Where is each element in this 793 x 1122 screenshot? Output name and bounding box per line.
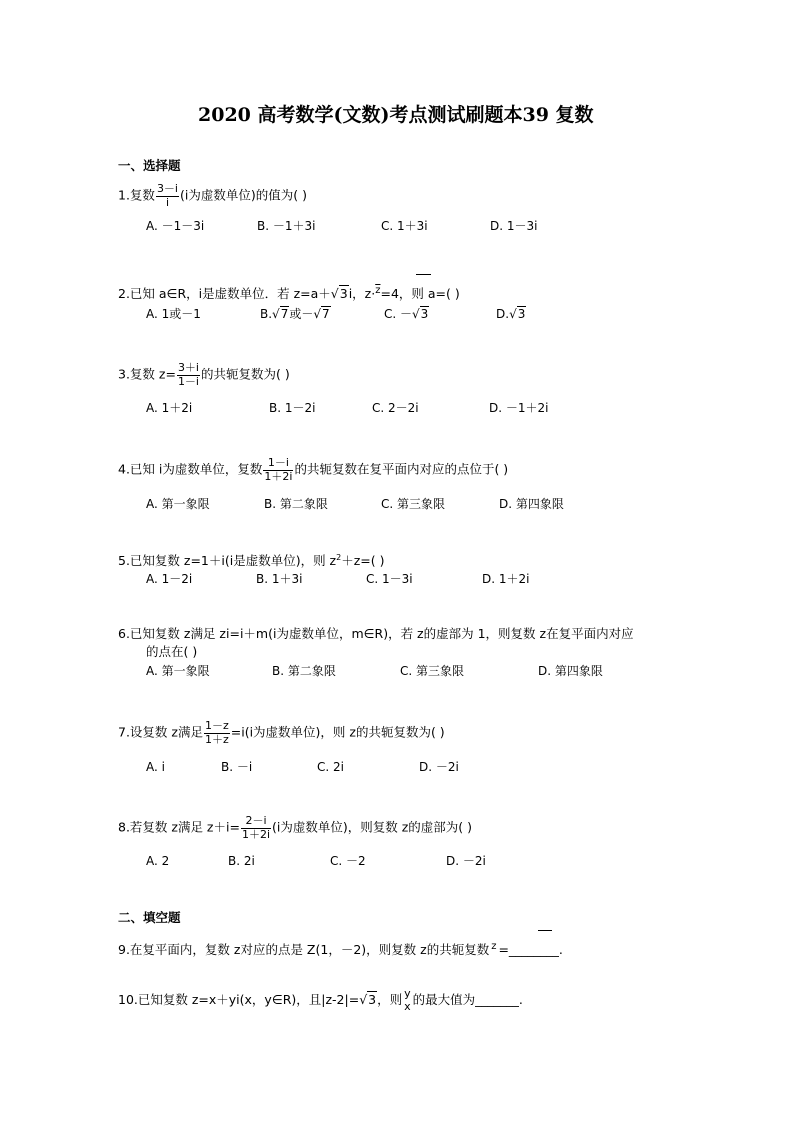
q1-fraction [156,183,179,209]
section-heading-choice: 一、选择题 [118,158,181,173]
q1-denominator: i [165,195,169,209]
sqrt-symbol: √ [313,307,322,321]
question-6-line-1: 6.已知复数 z满足 zi=i＋m(i为虚数单位，m∈R)，若 z的虚部为 1，则复数 z在复平面内对应 [118,626,634,641]
q4-suffix: 的共轭复数在复平面内对应的点位于( ) [294,461,509,477]
q5-option-a: A. 1－2i [146,572,193,586]
q2-radicand: 3 [339,286,348,301]
q9-conjugate-bar [538,930,552,931]
q2-option-d-label: D. [496,307,510,321]
q2-option-b [260,308,331,320]
q1-option-b: B. －1＋3i [257,219,316,233]
q1-prefix: 1.复数 [118,187,155,203]
q1-option-a: A. －1－3i [146,219,205,233]
question-8 [118,815,472,841]
q6-option-d: D. 第四象限 [538,664,603,678]
q3-fraction [177,362,200,388]
question-10 [118,988,523,1013]
q4-option-c: C. 第三象限 [381,497,446,511]
question-3 [118,362,290,388]
q3-numerator: 3＋i [177,361,199,374]
q2-option-c-radicand: 3 [420,307,429,321]
q2-option-b-or: 或－ [289,307,314,321]
q9-suffix: =________. [498,942,563,957]
q7-option-a: A. i [146,760,165,774]
q3-option-d: D. －1＋2i [489,401,549,415]
q9-conjugate-z: z [491,941,497,952]
q3-suffix: 的共轭复数为( ) [201,366,290,382]
q4-numerator: 1－i [263,457,293,471]
q10-denominator: x [404,999,411,1013]
q6-option-a: A. 第一象限 [146,664,210,678]
q3-option-b: B. 1－2i [269,401,316,415]
q3-prefix: 3.复数 z= [118,366,176,382]
q2-conjugate-bar [416,274,431,275]
q4-option-b: B. 第二象限 [264,497,328,511]
q4-option-d: D. 第四象限 [499,497,564,511]
q9-prefix: 9.在复平面内，复数 z对应的点是 Z(1，－2)，则复数 z的共轭复数 [118,942,490,957]
q4-option-a: A. 第一象限 [146,497,210,511]
q2-middle: i，z· [348,286,376,301]
question-6-line-2: 的点在( ) [146,644,198,659]
q7-denominator: 1＋z [204,732,229,746]
question-5 [118,554,384,568]
page-title: 2020 高考数学(文数)考点测试刷题本39 复数 [198,104,594,126]
q5-option-d: D. 1＋2i [482,572,530,586]
q2-option-b-radicand-2: 7 [322,307,330,321]
q2-prefix: 2.已知 a∈R，i是虚数单位．若 z=a＋ [118,286,331,301]
question-4 [118,457,508,483]
sqrt-symbol: √ [330,286,339,301]
q4-fraction [263,457,293,483]
q2-option-c-label: C. － [384,307,413,321]
q3-option-c: C. 2－2i [372,401,419,415]
q8-fraction [241,815,271,841]
sqrt-symbol: √ [359,992,368,1008]
q1-option-c: C. 1＋3i [381,219,428,233]
q5-prefix: 5.已知复数 z=1＋i(i是虚数单位)，则 z [118,553,337,569]
q4-denominator: 1＋2i [264,469,293,483]
q8-denominator: 1＋2i [241,827,271,841]
q2-option-d-radicand: 3 [517,307,526,321]
q2-conjugate-z: z [375,285,381,296]
q6-option-b: B. 第二象限 [272,664,336,678]
q2-option-c [384,308,429,320]
q5-option-c: C. 1－3i [366,572,413,586]
q10-prefix: 10.已知复数 z=x＋yi(x，y∈R)，且|z-2|= [118,992,360,1008]
q5-superscript: 2 [336,553,342,562]
q3-option-a: A. 1＋2i [146,401,193,415]
sqrt-symbol: √ [272,307,280,321]
q7-option-b: B. －i [221,760,253,774]
q10-numerator: y [404,987,411,1000]
q2-option-d [496,308,526,320]
q1-option-d: D. 1－3i [490,219,538,233]
question-9 [118,941,563,957]
q10-suffix: 的最大值为_______. [412,992,523,1008]
q5-suffix: ＋z=( ) [341,553,385,569]
q8-prefix: 8.若复数 z满足 z＋i= [118,819,240,835]
q2-option-b-label: B. [260,307,273,321]
q7-numerator: 1－z [204,719,229,732]
q8-option-d: D. －2i [446,854,486,868]
q8-option-a: A. 2 [146,854,170,868]
q1-suffix: (i为虚数单位)的值为( ) [180,187,307,203]
sqrt-symbol: √ [412,307,420,321]
q10-middle: ，则 [377,992,403,1008]
q8-option-b: B. 2i [228,854,255,868]
q10-radicand: 3 [368,992,377,1008]
section-heading-fill: 二、填空题 [118,910,181,925]
q8-suffix: (i为虚数单位)，则复数 z的虚部为( ) [272,819,473,835]
sqrt-symbol: √ [509,307,517,321]
q6-option-c: C. 第三象限 [400,664,465,678]
q8-numerator: 2－i [241,815,271,829]
q4-prefix: 4.已知 i为虚数单位，复数 [118,461,263,477]
q1-numerator: 3－i [156,182,178,195]
q7-prefix: 7.设复数 z满足 [118,724,203,740]
q2-suffix: =4，则 a=( ) [380,286,460,301]
question-2 [118,285,460,301]
q7-option-c: C. 2i [317,760,344,774]
q2-option-a: A. 1或－1 [146,307,201,321]
question-7 [118,720,445,746]
q7-option-d: D. －2i [419,760,459,774]
q10-fraction [403,988,412,1013]
q8-option-c: C. －2 [330,854,366,868]
q7-suffix: =i(i为虚数单位)，则 z的共轭复数为( ) [230,724,445,740]
q3-denominator: 1－i [177,374,199,388]
q7-fraction [204,720,230,746]
question-1 [118,183,307,209]
q2-conjugate [375,285,380,296]
q2-option-b-radicand-1: 7 [280,307,289,321]
q5-option-b: B. 1＋3i [256,572,303,586]
